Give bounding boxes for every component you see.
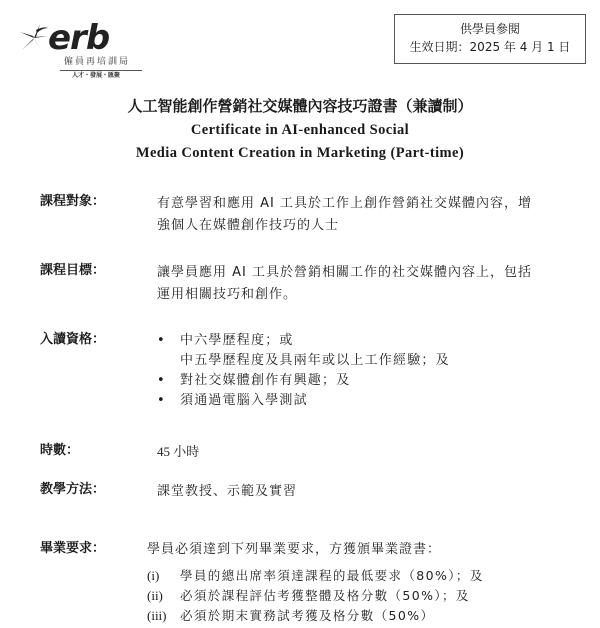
reference-stamp	[394, 14, 586, 64]
erb-logo	[18, 18, 158, 80]
title-english-line-2: Media Content Creation in Marketing (Part-time)	[135, 145, 465, 161]
label-method: 教學方法：	[40, 482, 106, 497]
graduation-intro: 學員必須達到下列畢業要求，方獲頒畢業證書：	[147, 542, 442, 557]
objective-line-1: 讓學員應用 AI 工具於營銷相關工作的社交媒體內容上，包括	[157, 265, 532, 280]
bullet-icon: •	[157, 373, 165, 388]
logo-tagline: 人才・發展・匯聚	[72, 72, 121, 79]
target-line-2: 強個人在媒體創作技巧的人士	[157, 218, 340, 233]
hours-value: 45 小時	[157, 444, 200, 459]
entry-item-3: 須通過電腦入學測試	[180, 393, 308, 408]
entry-item-1-line-2: 中五學歷程度及具兩年或以上工作經驗；及	[180, 353, 450, 368]
target-line-1: 有意學習和應用 AI 工具於工作上創作營銷社交媒體內容，增	[157, 196, 532, 211]
entry-item-1-line-1: 中六學歷程度；或	[180, 333, 294, 348]
stamp-effective-date: 生效日期：2025 年 4 月 1 日	[409, 40, 571, 54]
bullet-icon: •	[157, 333, 165, 348]
method-value: 課堂教授、示範及實習	[157, 484, 298, 499]
requirement-num-1: (i)	[147, 568, 160, 583]
bullet-icon: •	[157, 393, 165, 408]
erb-star-icon	[18, 22, 50, 54]
logo-divider	[60, 70, 142, 71]
label-hours: 時數：	[40, 443, 80, 458]
title-english-line-1: Certificate in AI-enhanced Social	[190, 122, 410, 138]
title-chinese: 人工智能創作營銷社交媒體內容技巧證書（兼讀制）	[127, 97, 473, 115]
objective-line-2: 運用相關技巧和創作。	[157, 287, 298, 302]
label-entry: 入讀資格：	[40, 332, 106, 347]
label-objective: 課程目標：	[40, 263, 106, 278]
logo-wordmark: erb	[48, 18, 110, 58]
requirement-num-2: (ii)	[147, 588, 163, 603]
requirement-1: 學員的總出席率須達課程的最低要求（80%）；及	[180, 568, 484, 583]
entry-item-2: 對社交媒體創作有興趣；及	[180, 373, 351, 388]
label-graduation: 畢業要求：	[40, 541, 106, 556]
stamp-line-1: 供學員參閱	[459, 22, 520, 36]
requirement-3: 必須於期末實務試考獲及格分數（50%）	[180, 608, 435, 623]
requirement-num-3: (iii)	[147, 608, 167, 623]
requirement-2: 必須於課程評估考獲整體及格分數（50%）；及	[180, 588, 470, 603]
label-target: 課程對象：	[40, 194, 106, 209]
logo-org-name: 僱員再培訓局	[64, 57, 131, 67]
